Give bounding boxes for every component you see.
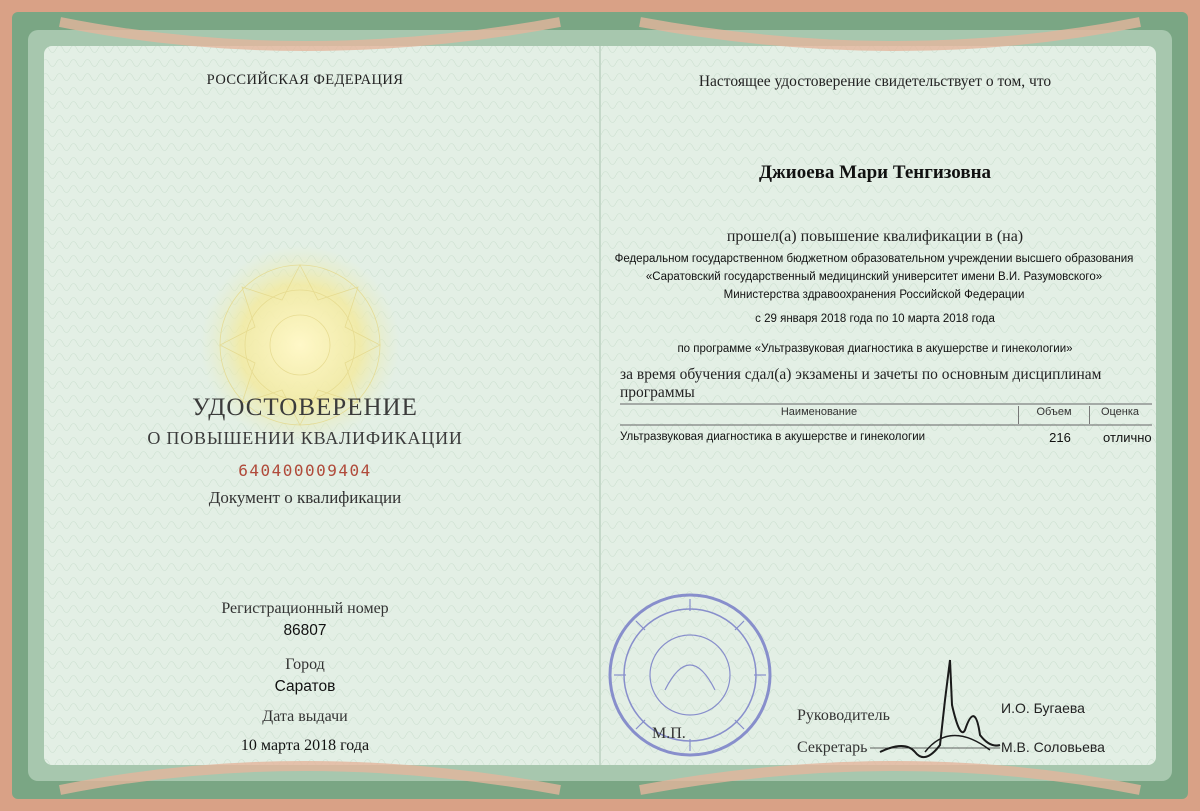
document-title: УДОСТОВЕРЕНИЕ (192, 394, 418, 421)
certificate-intro: Настоящее удостоверение свидетельствует о том, что (698, 73, 1052, 90)
document-subtitle: О ПОВЫШЕНИИ КВАЛИФИКАЦИИ (147, 428, 463, 448)
issue-date-label: Дата выдачи (262, 708, 348, 725)
seal-label: М.П. (652, 725, 686, 742)
country-name: РОССИЙСКАЯ ФЕДЕРАЦИЯ (206, 72, 404, 88)
secretary-name: М.В. Соловьева (1001, 739, 1105, 755)
serial-number: 640400009404 (238, 461, 372, 480)
person-name: Джиоева Мари Тенгизовна (758, 162, 992, 183)
discipline-grade: отлично (1103, 430, 1152, 445)
table-header-volume: Объем (1019, 406, 1090, 424)
registration-label: Регистрационный номер (221, 600, 389, 617)
issue-date: 10 марта 2018 года (240, 737, 370, 754)
secretary-role: Секретарь (797, 739, 868, 756)
document-kind: Документ о квалификации (208, 488, 402, 507)
passed-text: прошел(а) повышение квалификации в (на) (726, 228, 1024, 245)
head-role: Руководитель (797, 707, 890, 724)
head-name: И.О. Бугаева (1001, 700, 1085, 716)
table-header-name: Наименование (620, 406, 1019, 424)
exams-text: за время обучения сдал(а) экзамены и зачеты по основным дисциплинам программы (620, 366, 1102, 401)
discipline-volume: 216 (1049, 430, 1071, 445)
program-name: по программе «Ультразвуковая диагностика в акушерстве и гинекологии» (677, 343, 1073, 355)
city-label: Город (285, 656, 325, 673)
institution-name: Федеральном государственном бюджетном образовательном учреждении высшего образования «Саратовский государственный медицинский университет имени В.И. Разумовского» Министерства здравоохранения Российской Федерации (614, 253, 1134, 301)
table-header-grade: Оценка (1100, 406, 1140, 418)
training-period: с 29 января 2018 года по 10 марта 2018 года (755, 313, 995, 325)
registration-number: 86807 (283, 622, 327, 639)
discipline-name: Ультразвуковая диагностика в акушерстве и гинекологии (620, 431, 926, 443)
city-value: Саратов (274, 678, 336, 695)
